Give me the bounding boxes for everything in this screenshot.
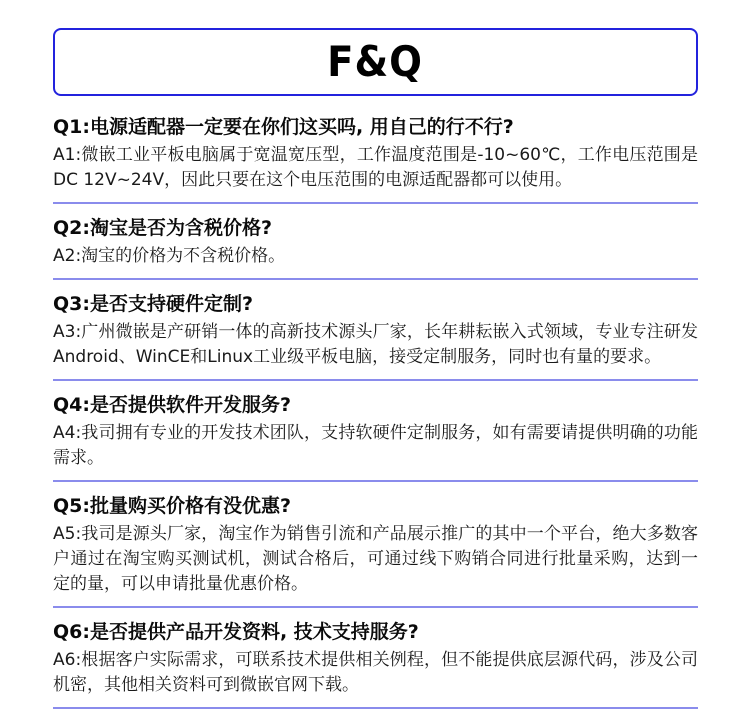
faq-header-box	[53, 28, 698, 96]
page-title: F&Q	[327, 37, 424, 86]
faq-item	[53, 217, 698, 280]
faq-question: Q1:电源适配器一定要在你们这买吗, 用自己的行不行?	[53, 116, 514, 138]
faq-item	[53, 495, 698, 608]
faq-answer: A1:微嵌工业平板电脑属于宽温宽压型，工作温度范围是-10~60℃，工作电压范围是DC 12V~24V，因此只要在这个电压范围的电源适配器都可以使用。	[53, 145, 698, 190]
section-divider	[53, 480, 698, 482]
section-divider	[53, 202, 698, 204]
faq-answer: A2:淘宝的价格为不含税价格。	[53, 246, 286, 266]
faq-answer: A4:我司拥有专业的开发技术团队，支持软硬件定制服务，如有需要请提供明确的功能需求。	[53, 423, 698, 468]
faq-item	[53, 293, 698, 381]
faq-question: Q6:是否提供产品开发资料, 技术支持服务?	[53, 621, 419, 643]
faq-question: Q3:是否支持硬件定制?	[53, 293, 253, 315]
faq-answer: A3:广州微嵌是产研销一体的高新技术源头厂家，长年耕耘嵌入式领域，专业专注研发Android、WinCE和Linux工业级平板电脑，接受定制服务，同时也有量的要求。	[53, 322, 698, 367]
faq-item	[53, 621, 698, 709]
faq-answer: A6:根据客户实际需求，可联系技术提供相关例程，但不能提供底层源代码，涉及公司机密，其他相关资料可到微嵌官网下载。	[53, 650, 698, 695]
faq-question: Q5:批量购买价格有没优惠?	[53, 495, 291, 517]
faq-question: Q4:是否提供软件开发服务?	[53, 394, 291, 416]
faq-item	[53, 116, 698, 204]
faq-list	[53, 116, 698, 709]
faq-question: Q2:淘宝是否为含税价格?	[53, 217, 272, 239]
section-divider	[53, 379, 698, 381]
section-divider	[53, 606, 698, 608]
faq-item	[53, 394, 698, 482]
faq-answer: A5:我司是源头厂家，淘宝作为销售引流和产品展示推广的其中一个平台，绝大多数客户通过在淘宝购买测试机，测试合格后，可通过线下购销合同进行批量采购，达到一定的量，可以申请批量优惠价格。	[53, 524, 698, 594]
section-divider	[53, 278, 698, 280]
